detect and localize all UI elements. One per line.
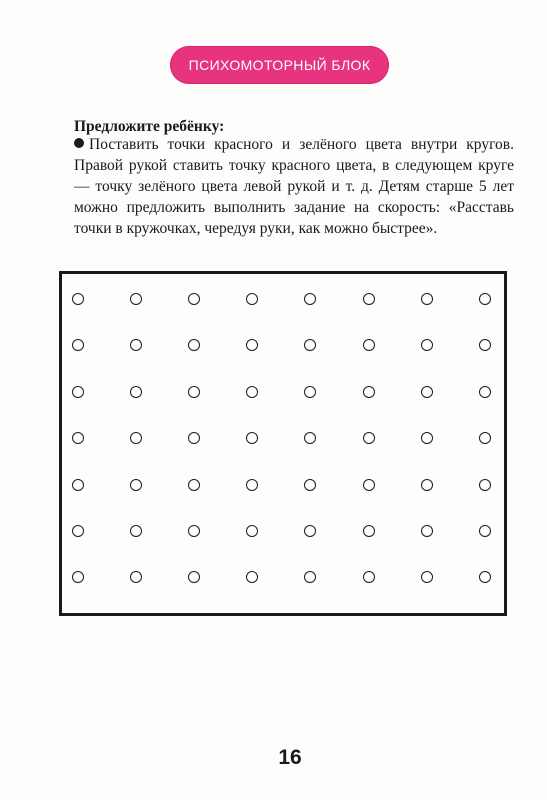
task-instruction bbox=[74, 134, 514, 239]
task-heading: Предложите ребёнку: bbox=[74, 118, 225, 135]
exercise-circle[interactable] bbox=[130, 339, 142, 351]
exercise-circle[interactable] bbox=[363, 479, 375, 491]
exercise-circle[interactable] bbox=[421, 432, 433, 444]
exercise-grid-frame bbox=[59, 271, 507, 616]
exercise-circle[interactable] bbox=[130, 479, 142, 491]
exercise-circle[interactable] bbox=[363, 432, 375, 444]
exercise-circle[interactable] bbox=[72, 525, 84, 537]
exercise-circle[interactable] bbox=[246, 293, 258, 305]
exercise-circle[interactable] bbox=[246, 571, 258, 583]
exercise-circle[interactable] bbox=[188, 339, 200, 351]
exercise-circle[interactable] bbox=[363, 339, 375, 351]
exercise-circle[interactable] bbox=[363, 386, 375, 398]
exercise-circle[interactable] bbox=[72, 571, 84, 583]
exercise-circle[interactable] bbox=[363, 293, 375, 305]
exercise-circle[interactable] bbox=[363, 571, 375, 583]
exercise-circle[interactable] bbox=[72, 386, 84, 398]
exercise-circle[interactable] bbox=[188, 525, 200, 537]
exercise-circle[interactable] bbox=[304, 432, 316, 444]
exercise-circle[interactable] bbox=[246, 432, 258, 444]
exercise-circle[interactable] bbox=[130, 386, 142, 398]
exercise-circle[interactable] bbox=[479, 293, 491, 305]
exercise-circle[interactable] bbox=[421, 525, 433, 537]
exercise-circle[interactable] bbox=[304, 339, 316, 351]
exercise-circle[interactable] bbox=[304, 571, 316, 583]
exercise-circle[interactable] bbox=[421, 571, 433, 583]
exercise-circle[interactable] bbox=[421, 339, 433, 351]
exercise-circle[interactable] bbox=[246, 386, 258, 398]
exercise-circle[interactable] bbox=[304, 525, 316, 537]
exercise-circle[interactable] bbox=[304, 479, 316, 491]
task-instruction-text: Поставить точки красного и зелёного цвета внутри кругов. Правой рукой ставить точку красного цвета, в следующем круге — точку зелёного цвета левой рукой и т. д. Детям старше 5 лет можно предложить выполнить задание на скорость: «Расставь точки в кружочках, чередуя руки, как можно быстрее». bbox=[74, 136, 514, 237]
exercise-circle[interactable] bbox=[72, 293, 84, 305]
exercise-circle[interactable] bbox=[188, 479, 200, 491]
exercise-circle[interactable] bbox=[72, 339, 84, 351]
exercise-circle[interactable] bbox=[72, 432, 84, 444]
section-badge bbox=[170, 46, 389, 84]
exercise-circle[interactable] bbox=[188, 571, 200, 583]
exercise-circle[interactable] bbox=[130, 525, 142, 537]
exercise-circle[interactable] bbox=[421, 479, 433, 491]
exercise-circle[interactable] bbox=[246, 339, 258, 351]
exercise-circle[interactable] bbox=[246, 479, 258, 491]
exercise-circle[interactable] bbox=[479, 479, 491, 491]
exercise-circle[interactable] bbox=[479, 432, 491, 444]
exercise-circle[interactable] bbox=[479, 525, 491, 537]
exercise-circle[interactable] bbox=[479, 339, 491, 351]
exercise-circle[interactable] bbox=[363, 525, 375, 537]
exercise-circle[interactable] bbox=[304, 293, 316, 305]
exercise-circle[interactable] bbox=[304, 386, 316, 398]
section-badge-label: ПСИХОМОТОРНЫЙ БЛОК bbox=[188, 57, 371, 73]
page-number: 16 bbox=[278, 746, 302, 769]
exercise-circle[interactable] bbox=[130, 293, 142, 305]
exercise-circle[interactable] bbox=[72, 479, 84, 491]
exercise-circle[interactable] bbox=[479, 386, 491, 398]
exercise-circle[interactable] bbox=[130, 432, 142, 444]
exercise-circle[interactable] bbox=[188, 386, 200, 398]
exercise-circle[interactable] bbox=[479, 571, 491, 583]
exercise-circle[interactable] bbox=[421, 386, 433, 398]
exercise-circle[interactable] bbox=[421, 293, 433, 305]
exercise-circle[interactable] bbox=[246, 525, 258, 537]
exercise-circle[interactable] bbox=[188, 293, 200, 305]
exercise-circle[interactable] bbox=[130, 571, 142, 583]
bullet-icon bbox=[74, 138, 84, 148]
exercise-circle[interactable] bbox=[188, 432, 200, 444]
